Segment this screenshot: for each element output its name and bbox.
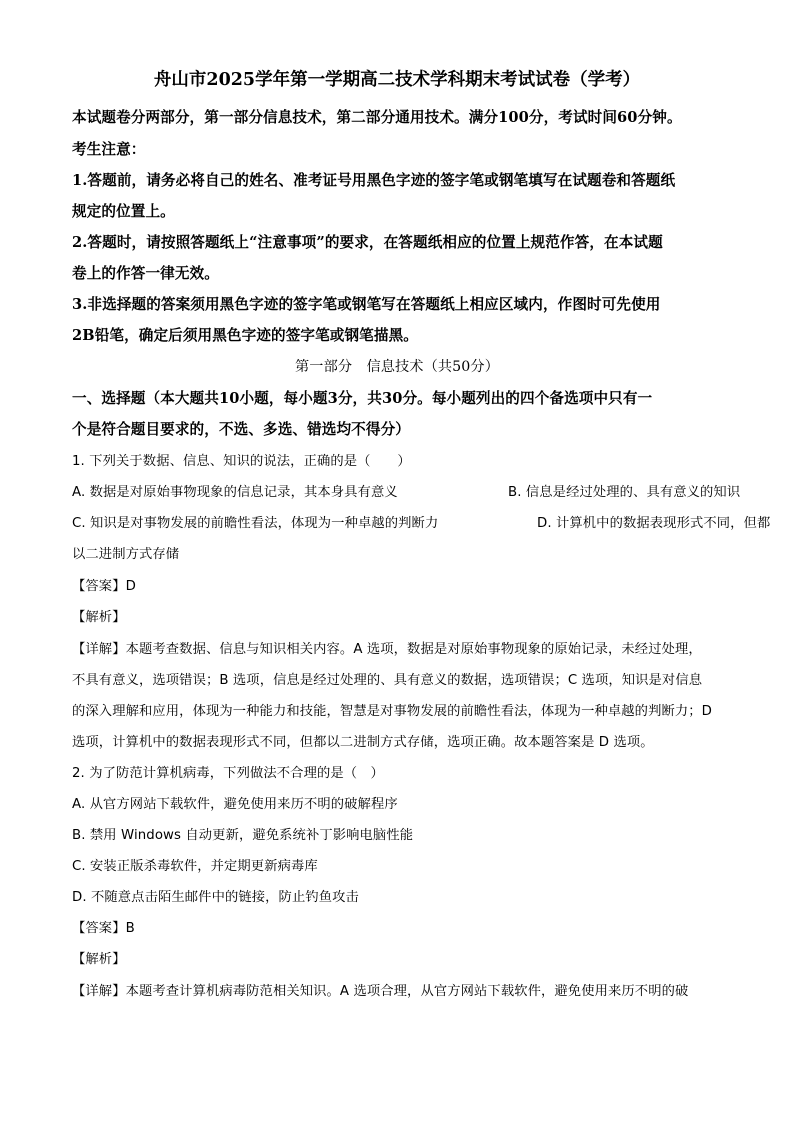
exam-title: 舟山市2025学年第一学期高二技术学科期末考试试卷（学考） xyxy=(153,70,641,90)
q1-option-d-cont: 以二进制方式存储 xyxy=(72,547,180,562)
part1-heading: 第一部分 信息技术（共50分） xyxy=(295,359,499,375)
section-heading: 一、选择题（本大题共10小题，每小题3分，共30分。每小题列出的四个备选项中只有一 xyxy=(72,390,653,407)
q2-option-b: B. 禁用 Windows 自动更新，避免系统补丁影响电脑性能 xyxy=(72,828,414,843)
exam-intro-line: 本试题卷分两部分，第一部分信息技术，第二部分通用技术。满分100分，考试时间60分钟。 xyxy=(72,109,682,126)
q1-option-c: C. 知识是对事物发展的前瞻性看法，体现为一种卓越的判断力 xyxy=(72,516,439,531)
q1-detail-line: 【详解】本题考查数据、信息与知识相关内容。A 选项，数据是对原始事物现象的原始记录，未经过处理， xyxy=(72,642,702,657)
q1-options-row2 xyxy=(72,514,771,534)
section-heading-cont: 个是符合题目要求的，不选、多选、错选均不得分） xyxy=(72,421,410,438)
notice-item-3-cont: 2B铅笔，确定后须用黑色字迹的签字笔或钢笔描黑。 xyxy=(72,327,418,344)
q1-detail-line: 选项，计算机中的数据表现形式不同，但都以二进制方式存储，选项正确。故本题答案是 D 选项。 xyxy=(72,735,654,750)
q1-detail-line: 不具有意义，选项错误；B 选项，信息是经过处理的、具有意义的数据，选项错误；C 选项，知识是对信息 xyxy=(72,673,703,688)
notice-item-1-cont: 规定的位置上。 xyxy=(72,203,175,220)
q1-option-d: D. 计算机中的数据表现形式不同，但都 xyxy=(537,516,771,531)
notice-item-2: 2.答题时，请按照答题纸上“注意事项”的要求，在答题纸相应的位置上规范作答，在本试题 xyxy=(72,234,663,251)
q2-answer: 【答案】B xyxy=(72,921,135,936)
q1-option-b: B. 信息是经过处理的、具有意义的知识 xyxy=(508,485,741,500)
notice-label: 考生注意： xyxy=(72,141,146,158)
q1-answer: 【答案】D xyxy=(72,579,136,594)
q2-detail-line: 【详解】本题考查计算机病毒防范相关知识。A 选项合理，从官方网站下载软件，避免使用来历不明的破 xyxy=(72,984,689,999)
q1-options-row1 xyxy=(72,483,741,503)
q1-analysis-label: 【解析】 xyxy=(72,610,126,625)
q2-option-c: C. 安装正版杀毒软件，并定期更新病毒库 xyxy=(72,859,318,874)
notice-item-2-cont: 卷上的作答一律无效。 xyxy=(72,265,219,282)
q2-option-d: D. 不随意点击陌生邮件中的链接，防止钓鱼攻击 xyxy=(72,890,359,905)
q2-option-a: A. 从官方网站下载软件，避免使用来历不明的破解程序 xyxy=(72,797,398,812)
q1-detail-line: 的深入理解和应用，体现为一种能力和技能，智慧是对事物发展的前瞻性看法，体现为一种卓越的判断力；D xyxy=(72,704,712,719)
notice-item-3: 3.非选择题的答案须用黑色字迹的签字笔或钢笔写在答题纸上相应区域内，作图时可先使用 xyxy=(72,296,661,313)
q1-stem: 1. 下列关于数据、信息、知识的说法，正确的是（ ） xyxy=(72,454,411,469)
q2-stem: 2. 为了防范计算机病毒，下列做法不合理的是（ ） xyxy=(72,766,384,781)
notice-item-1: 1.答题前，请务必将自己的姓名、准考证号用黑色字迹的签字笔或钢笔填写在试题卷和答题纸 xyxy=(72,172,676,189)
q1-option-a: A. 数据是对原始事物现象的信息记录，其本身具有意义 xyxy=(72,485,398,500)
q2-analysis-label: 【解析】 xyxy=(72,952,126,967)
